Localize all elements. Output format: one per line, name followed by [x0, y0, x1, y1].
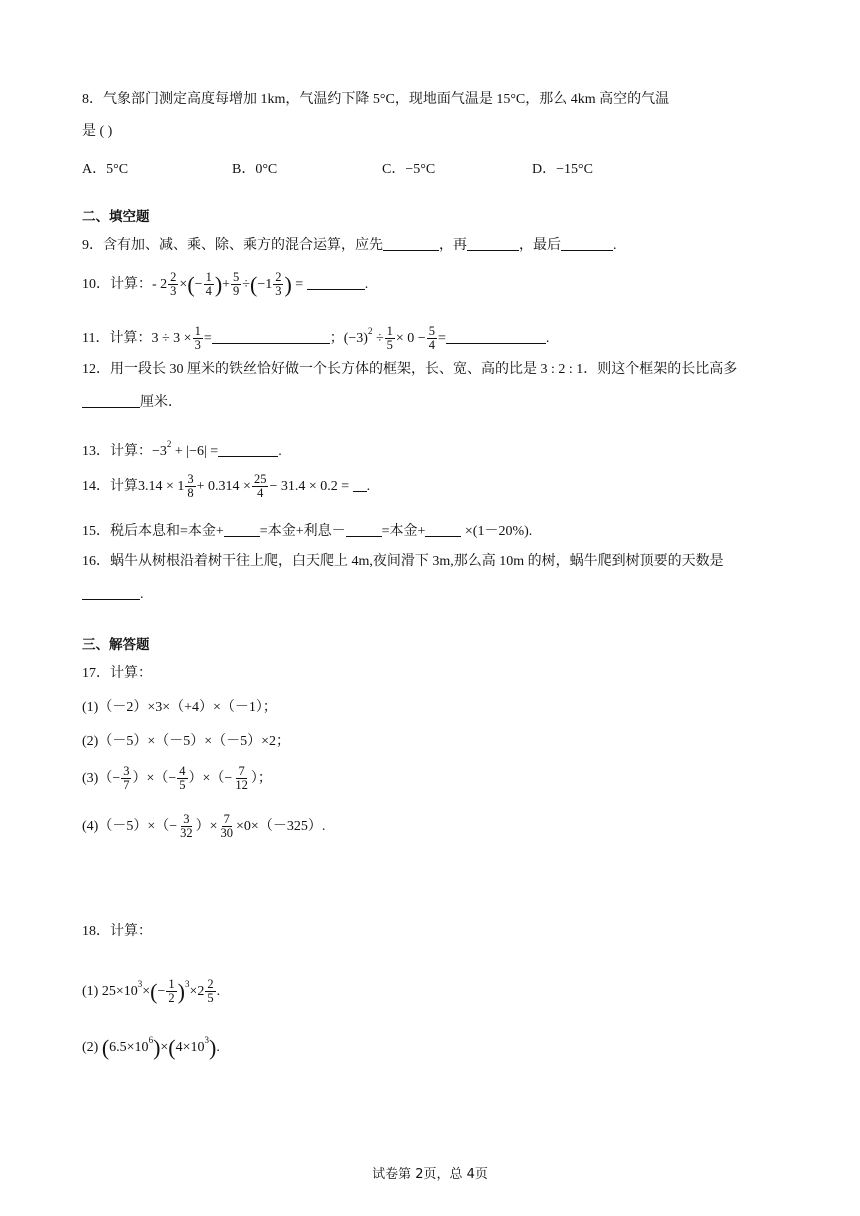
q12-stem: 12．用一段长 30 厘米的铁丝恰好做一个长方体的框架，长、宽、高的比是 3 : 2 : 1．则这个框架的长比高多	[82, 362, 738, 377]
answer-blank[interactable]	[218, 442, 278, 457]
fraction: $\frac{2}{5}$	[207, 977, 214, 1006]
q18-part-2: (2) $(6.5\times 10^6)\times(4\times 10^3)$.	[82, 1034, 220, 1060]
fraction: $\frac{25}{4}$	[253, 472, 267, 501]
answer-blank[interactable]	[467, 236, 519, 251]
q9: 9．含有加、减、乘、除、乘方的混合运算，应先 ，再 ，最后 .	[82, 238, 617, 253]
fraction: $\frac{2}{3}$	[275, 270, 282, 299]
fraction: $\frac{5}{9}$	[233, 270, 240, 299]
answer-blank[interactable]	[353, 477, 367, 492]
answer-blank[interactable]	[224, 522, 260, 537]
q15: 15．税后本息和=本金+ =本金+利息－ =本金+ ×(1－20%).	[82, 524, 533, 539]
q17-part-4: (4)（－5）×（− $\frac{3}{32}$ ）× $\frac{7}{30}$ ×0×（－325）.	[82, 812, 326, 841]
answer-blank[interactable]	[446, 329, 546, 344]
q18-part-1: (1) $25\times 10^3\times(-$ $\frac{1}{2}$ )$^3$×2 $\frac{2}{5}$ .	[82, 977, 221, 1006]
q8-option-a[interactable]: A．5°C	[82, 162, 129, 177]
q10: 10．计算：- 2 $\frac{2}{3}$ ×(− $\frac{1}{4}$ )+ $\frac{5}{9}$ ÷(−1 $\frac{2}{3}$ ) = .	[82, 270, 369, 299]
fraction: $\frac{5}{4}$	[428, 324, 435, 353]
section-title-solve: 三、解答题	[82, 637, 150, 653]
q17-part-2: (2)（－5）×（－5）×（－5）×2；	[82, 734, 291, 749]
fraction: $\frac{2}{3}$	[170, 270, 177, 299]
q11: 11．计算：3 ÷ 3 × $\frac{1}{3}$ = ；$(-3)^2$ ÷ $\frac{1}{5}$ × 0 − $\frac{5}{4}$ = .	[82, 324, 550, 353]
fraction: $\frac{3}{32}$	[180, 812, 193, 841]
q17-part-3: (3)（− $\frac{3}{7}$ ）×（− $\frac{4}{5}$ ）×（− $\frac{7}{12}$ ）；	[82, 764, 272, 793]
page-footer: 试卷第 2页，总 4页	[372, 1167, 488, 1182]
fraction: $\frac{7}{12}$	[235, 764, 248, 793]
fraction: $\frac{4}{5}$	[179, 764, 186, 793]
fraction: $\frac{1}{5}$	[386, 324, 393, 353]
fraction: $\frac{3}{7}$	[123, 764, 130, 793]
answer-blank[interactable]	[383, 236, 439, 251]
fraction: $\frac{3}{8}$	[187, 472, 194, 501]
answer-blank[interactable]	[307, 275, 365, 290]
section-title-fill-in: 二、填空题	[82, 209, 150, 225]
q16-stem-2: .	[82, 585, 144, 605]
q8-option-d[interactable]: D．−15°C	[532, 162, 593, 177]
q8-stem-2: 是 ( )	[82, 124, 113, 139]
q8-option-b[interactable]: B．0°C	[232, 162, 278, 177]
fraction: $\frac{1}{3}$	[194, 324, 201, 353]
q17-label: 17．计算：	[82, 666, 152, 681]
answer-blank[interactable]	[561, 236, 613, 251]
q14: 14．计算3.14 × 1 $\frac{3}{8}$ + 0.314 × $\frac{25}{4}$ − 31.4 × 0.2 = .	[82, 472, 371, 501]
fraction: $\frac{1}{4}$	[205, 270, 212, 299]
fraction: $\frac{7}{30}$	[220, 812, 234, 841]
fraction: $\frac{1}{2}$	[168, 977, 175, 1006]
answer-blank[interactable]	[212, 329, 330, 344]
answer-blank[interactable]	[82, 393, 140, 408]
q12-stem-2: 厘米．	[82, 393, 182, 413]
q17-part-1: (1)（－2）×3×（+4）×（－1）；	[82, 700, 277, 715]
q8-option-c[interactable]: C．−5°C	[382, 162, 436, 177]
answer-blank[interactable]	[82, 585, 140, 600]
q18-label: 18．计算：	[82, 924, 152, 939]
answer-blank[interactable]	[346, 522, 382, 537]
q16-stem: 16．蜗牛从树根沿着树干往上爬，白天爬上 4m,夜间滑下 3m,那么高 10m 的树，蜗牛爬到树顶要的天数是	[82, 554, 724, 569]
answer-blank[interactable]	[425, 522, 461, 537]
q8-stem: 8．气象部门测定高度每增加 1km，气温约下降 5°C，现地面气温是 15°C，那么 4km 高空的气温	[82, 92, 670, 107]
q13: 13．计算：$-3^2 + |-6|$ = .	[82, 439, 282, 459]
